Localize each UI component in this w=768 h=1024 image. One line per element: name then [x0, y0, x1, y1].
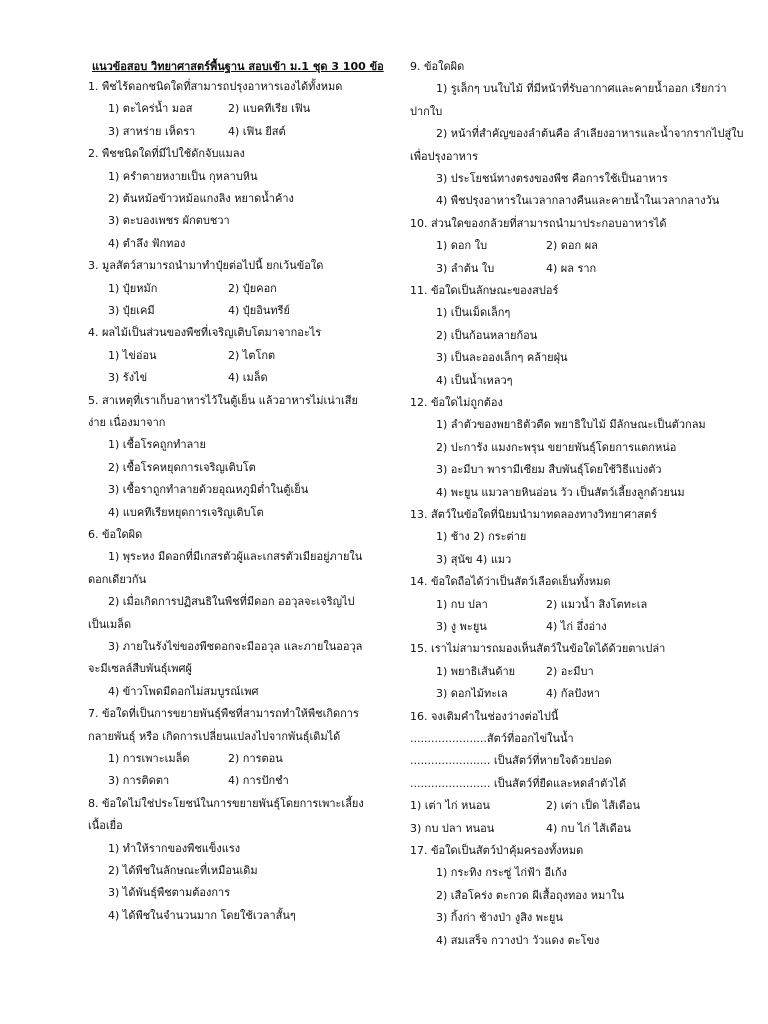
question-text-continued: ง่าย เนื่องมาจาก	[88, 416, 166, 429]
answer-option-continued: ปากใบ	[410, 104, 443, 118]
question-text: 4. ผลไม้เป็นส่วนของพืชที่เจริญเติบโตมาจากอะไร	[88, 326, 322, 340]
answer-option: 1) ทำให้รากของพืชแข็งแรง	[108, 841, 241, 855]
answer-option: 2) ปะการัง แมงกะพรุน ขยายพันธุ์โดยการแตกหน่อ	[436, 440, 677, 454]
answer-option: 4) กัลปังหา	[546, 687, 600, 701]
answer-option: 3) กิ้งก่า ช้างป่า งูสิง พะยูน	[436, 911, 563, 925]
answer-option: 2) ไตโกต	[228, 348, 276, 362]
answer-option: 4) เฟิน ยีสต์	[228, 124, 286, 138]
answer-option: 3) สาหร่าย เห็ดรา	[108, 124, 196, 138]
answer-option: 3) ประโยชน์ทางตรงของพืช คือการใช้เป็นอาหาร	[436, 172, 668, 185]
answer-option: 1) พุระหง มีดอกที่มีเกสรตัวผู้และเกสรตัวเมียอยู่ภายใน	[108, 550, 363, 564]
answer-option: 2) ดอก ผล	[546, 239, 598, 253]
answer-option: 4) ผล ราก	[546, 261, 597, 275]
answer-option: 3) งู พะยูน	[436, 620, 487, 633]
answer-option-continued: เพื่อปรุงอาหาร	[410, 149, 478, 163]
answer-option: 2) ได้พืชในลักษณะที่เหมือนเดิม	[108, 864, 258, 877]
answer-option: 2) เชื้อโรคหยุดการเจริญเติบโต	[108, 460, 256, 474]
answer-option: 2) การตอน	[228, 752, 283, 765]
answer-option: 1) กระทิง กระซู่ ไก่ฟ้า อีเก้ง	[436, 866, 567, 880]
page-title: แนวข้อสอบ วิทยาศาสตร์พื้นฐาน สอบเข้า ม.1 ชุด 3 100 ข้อ	[92, 60, 384, 73]
answer-option: 3) เชื้อราถูกทำลายด้วยอุณหภูมิต่ำในตู้เย็น	[108, 483, 309, 497]
answer-option-continued: จะมีเซลล์สืบพันธุ์เพศผู้	[88, 662, 192, 676]
answer-option: 4) แบคทีเรียหยุดการเจริญเติบโต	[108, 505, 264, 519]
answer-option: 2) แบคทีเรีย เฟิน	[228, 102, 311, 116]
question-text: 10. ส่วนใดของกล้วยที่สามารถนำมาประกอบอาหารได้	[410, 216, 667, 230]
answer-option: 3) กบ ปลา หนอน	[410, 821, 495, 835]
answer-option: 3) เป็นละอองเล็กๆ คล้ายฝุ่น	[436, 351, 568, 365]
answer-option: 1) ปุ๋ยหมัก	[108, 281, 158, 295]
answer-option-continued: ดอกเดียวกัน	[88, 572, 147, 586]
answer-option: 1) พยาธิเส้นด้าย	[436, 664, 516, 678]
question-text: 1. พืชไร้ดอกชนิดใดที่สามารถปรุงอาหารเองได้ทั้งหมด	[88, 80, 343, 93]
question-text: 5. สาเหตุที่เราเก็บอาหารไว้ในตู้เย็น แล้วอาหารไม่เน่าเสีย	[88, 393, 358, 407]
question-text-continued: กลายพันธุ์ หรือ เกิดการเปลี่ยนแปลงไปจากพันธุ์เดิมได้	[88, 729, 341, 743]
question-text: 3. มูลสัตว์สามารถนำมาทำปุ๋ยต่อไปนี้ ยกเว้นข้อใด	[88, 259, 324, 273]
answer-option: 3) สุนัข 4) แมว	[436, 552, 512, 566]
question-text: 12. ข้อใดไม่ถูกต้อง	[410, 396, 503, 409]
question-text: 15. เราไม่สามารถมองเห็นสัตว์ในข้อใดได้ด้วยตาเปล่า	[410, 642, 666, 656]
answer-option: 2) ปุ๋ยคอก	[228, 281, 277, 295]
answer-option: 2) ต้นหม้อข้าวหม้อแกงลิง หยาดน้ำค้าง	[108, 192, 294, 205]
answer-option: 2) เมื่อเกิดการปฏิสนธิในพืชที่มีดอก ออวุลจะเจริญไป	[108, 595, 355, 609]
answer-option: 3) ได้พันธุ์พืชตามต้องการ	[108, 886, 231, 900]
answer-option: 4) ไก่ อึ่งอ่าง	[546, 620, 607, 633]
fill-blank-line: ....................... เป็นสัตว์ที่หายใจด้วยปอด	[410, 754, 612, 768]
fill-blank-line: ......................สัตว์ที่ออกไข่ในน้ำ	[410, 732, 574, 745]
question-text: 9. ข้อใดผิด	[410, 60, 465, 73]
question-text: 6. ข้อใดผิด	[88, 528, 143, 541]
answer-option: 4) ข้าวโพดมีดอกไม่สมบูรณ์เพศ	[108, 684, 259, 698]
question-text: 16. จงเติมคำในช่องว่างต่อไปนี้	[410, 709, 559, 723]
question-text: 13. สัตว์ในข้อใดที่นิยมนำมาทดลองทางวิทยาศาสตร์	[410, 508, 658, 521]
answer-option: 1) เป็นเม็ดเล็กๆ	[436, 306, 511, 320]
answer-option: 2) แมวน้ำ สิงโตทะเล	[546, 597, 648, 611]
answer-option: 4) พืชปรุงอาหารในเวลากลางคืนและคายน้ำในเวลากลางวัน	[436, 194, 720, 208]
answer-option: 3) ตะบองเพชร ผักตบชวา	[108, 214, 230, 228]
answer-option: 1) ช้าง 2) กระต่าย	[436, 530, 527, 544]
question-text: 2. พืชชนิดใดที่มีไปใช้ดักจับแมลง	[88, 147, 245, 161]
answer-option: 1) ไข่อ่อน	[108, 348, 157, 362]
question-text: 17. ข้อใดเป็นสัตว์ป่าคุ้มครองทั้งหมด	[410, 844, 584, 857]
answer-option: 3) อะมีบา พารามีเซียม สืบพันธุ์โดยใช้วิธีแบ่งตัว	[436, 463, 662, 477]
answer-option: 2) หน้าที่สำคัญของลำต้นคือ ลำเลียงอาหารและน้ำจากรากไปสู่ใบ	[436, 127, 744, 141]
answer-option: 1) ลำตัวของพยาธิตัวตืด พยาธิใบไม้ มีลักษณะเป็นตัวกลม	[436, 418, 706, 432]
answer-option: 4) กบ ไก่ ไส้เดือน	[546, 821, 631, 835]
answer-option: 3) ลำต้น ใบ	[436, 261, 495, 275]
fill-blank-line: ....................... เป็นสัตว์ที่ยืดและหดลำตัวได้	[410, 776, 627, 790]
answer-option: 1) เชื้อโรคถูกทำลาย	[108, 438, 206, 452]
answer-option: 3) รังไข่	[108, 371, 148, 385]
question-text: 7. ข้อใดที่เป็นการขยายพันธุ์พืชที่สามารถทำให้พืชเกิดการ	[88, 707, 359, 721]
answer-option: 2) เต่า เป็ด ไส้เดือน	[546, 799, 641, 813]
answer-option: 1) กบ ปลา	[436, 597, 488, 611]
answer-option-continued: เป็นเมล็ด	[88, 617, 132, 631]
question-text-continued: เนื้อเยื่อ	[88, 819, 123, 833]
answer-option: 4) ตำลึง ฟักทอง	[108, 236, 186, 250]
answer-option: 4) พะยูน แมวลายหินอ่อน วัว เป็นสัตว์เลี้ยงลูกด้วยนม	[436, 485, 685, 499]
answer-option: 4) ได้พืชในจำนวนมาก โดยใช้เวลาสั้นๆ	[108, 908, 296, 922]
question-text: 14. ข้อใดถือได้ว่าเป็นสัตว์เลือดเย็นทั้งหมด	[410, 575, 611, 589]
answer-option: 4) เมล็ด	[228, 371, 268, 385]
answer-option: 3) ปุ๋ยเคมี	[108, 304, 155, 317]
answer-option: 1) ตะไคร่น้ำ มอส	[108, 102, 193, 116]
question-text: 11. ข้อใดเป็นลักษณะของสปอร์	[410, 284, 559, 297]
answer-option: 4) สมเสร็จ กวางป่า วัวแดง ตะโขง	[436, 933, 600, 947]
answer-option: 3) ภายในรังไข่ของพืชดอกจะมีออวุล และภายในออวุล	[108, 640, 363, 653]
answer-option: 1) การเพาะเมล็ด	[108, 752, 190, 765]
question-text: 8. ข้อใดไม่ใช่ประโยชน์ในการขยายพันธุ์โดยการเพาะเลี้ยง	[88, 796, 364, 810]
answer-option: 1) เต่า ไก่ หนอน	[410, 799, 490, 813]
answer-option: 1) ครําตายหงายเป็น กุหลาบหิน	[108, 169, 258, 183]
answer-option: 1) ดอก ใบ	[436, 239, 488, 253]
answer-option: 3) ดอกไม้ทะเล	[436, 687, 508, 701]
answer-option: 2) อะมีบา	[546, 664, 594, 678]
answer-option: 4) เป็นน้ำเหลวๆ	[436, 373, 513, 387]
answer-option: 1) รูเล็กๆ บนใบไม้ ที่มีหน้าที่รับอากาศและคายน้ำออก เรียกว่า	[436, 82, 727, 96]
answer-option: 3) การติดตา	[108, 774, 170, 788]
answer-option: 2) เป็นก้อนหลายก้อน	[436, 328, 538, 342]
answer-option: 2) เสือโคร่ง ตะกวด ผีเสื้อถุงทอง หมาใน	[436, 888, 625, 902]
answer-option: 4) ปุ๋ยอินทรีย์	[228, 304, 290, 317]
answer-option: 4) การปักชำ	[228, 774, 289, 788]
